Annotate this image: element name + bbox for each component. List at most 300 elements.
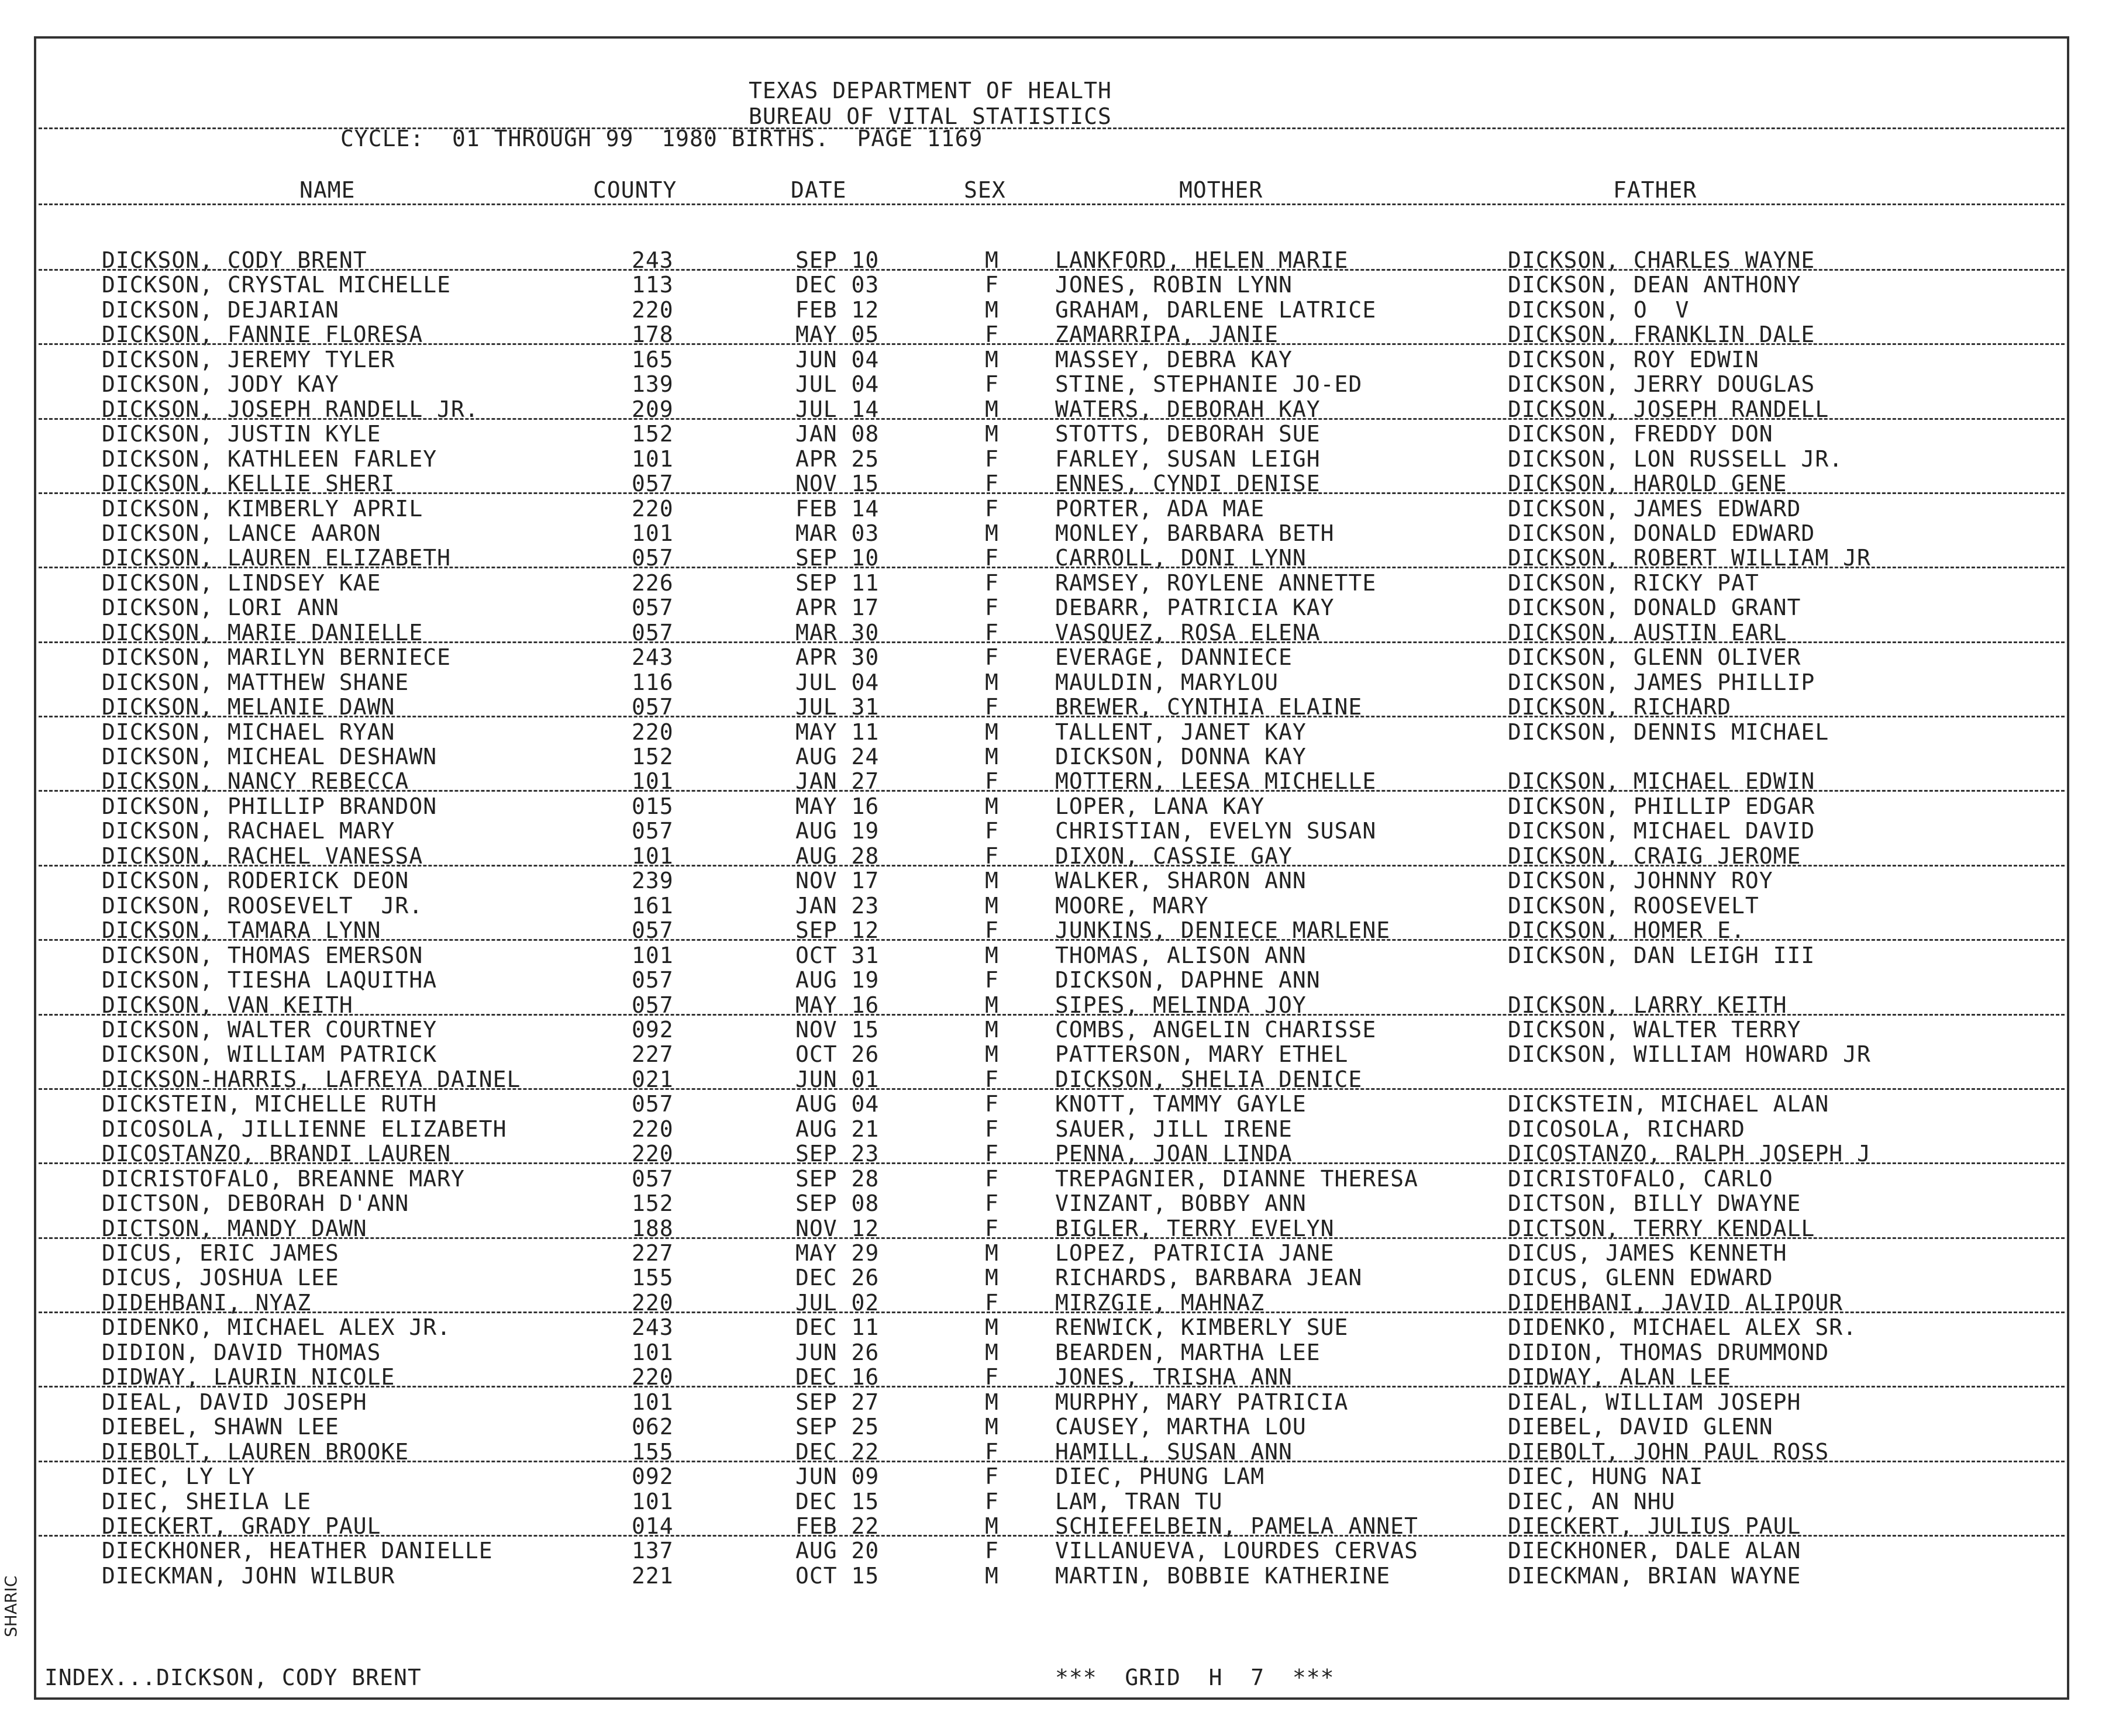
record-mother: JONES, ROBIN LYNN <box>1055 272 1293 298</box>
record-sex: F <box>985 967 999 993</box>
record-name: DIEC, LY LY <box>102 1464 256 1490</box>
record-name: DICKSON, MICHEAL DESHAWN <box>102 744 437 769</box>
col-header-sex: SEX <box>964 177 1006 203</box>
record-name: DIDION, DAVID THOMAS <box>102 1339 381 1365</box>
record-mother: CARROLL, DONI LYNN <box>1055 545 1307 571</box>
record-row <box>36 1166 2067 1191</box>
record-county: 101 <box>632 942 674 968</box>
record-name: DIEC, SHEILA LE <box>102 1488 312 1514</box>
record-name: DICKSON, WILLIAM PATRICK <box>102 1041 437 1068</box>
record-name: DICKSON, RACHAEL MARY <box>102 818 395 844</box>
record-mother: WALKER, SHARON ANN <box>1055 868 1307 894</box>
record-mother: BREWER, CYNTHIA ELAINE <box>1055 694 1363 720</box>
record-sex: F <box>985 1165 999 1192</box>
document-frame <box>34 36 2069 1700</box>
record-sex: F <box>985 1538 999 1564</box>
record-mother: ENNES, CYNDI DENISE <box>1055 471 1321 497</box>
record-mother: TREPAGNIER, DIANNE THERESA <box>1055 1165 1418 1192</box>
record-name: DICTSON, DEBORAH D'ANN <box>102 1190 409 1217</box>
record-county: 101 <box>632 768 674 795</box>
record-date: APR 25 <box>795 446 880 472</box>
column-divider <box>39 203 2065 205</box>
record-mother: DIEC, PHUNG LAM <box>1055 1464 1265 1490</box>
record-name: DICKSON, PHILLIP BRANDON <box>102 793 437 819</box>
record-sex: F <box>985 1141 999 1167</box>
record-father: DICKSON, DEAN ANTHONY <box>1508 272 1801 298</box>
record-father: DICKSON, LARRY KEITH <box>1508 992 1787 1018</box>
record-name: DICKSON, JEREMY TYLER <box>102 346 395 372</box>
record-county: 139 <box>632 371 674 398</box>
record-row <box>36 794 2067 819</box>
record-name: DICKSTEIN, MICHELLE RUTH <box>102 1091 437 1117</box>
record-row <box>36 1564 2067 1588</box>
record-father: DICUS, GLENN EDWARD <box>1508 1265 1773 1291</box>
record-father: DICKSON, O V <box>1508 296 1690 323</box>
record-county: 152 <box>632 1190 674 1217</box>
record-sex: F <box>985 768 999 795</box>
record-sex: F <box>985 1091 999 1117</box>
record-father: DICKSON, JOSEPH RANDELL <box>1508 396 1829 422</box>
record-county: 057 <box>632 1165 674 1192</box>
record-row <box>36 298 2067 322</box>
record-sex: F <box>985 595 999 621</box>
record-mother: MAULDIN, MARYLOU <box>1055 669 1279 695</box>
record-date: SEP 12 <box>795 917 880 944</box>
record-sex: F <box>985 694 999 720</box>
record-sex: M <box>985 1562 999 1589</box>
record-county: 101 <box>632 1389 674 1415</box>
record-county: 057 <box>632 967 674 993</box>
record-row <box>36 595 2067 620</box>
record-sex: F <box>985 322 999 348</box>
record-date: AUG 21 <box>795 1116 880 1142</box>
record-date: JUN 04 <box>795 346 880 372</box>
row-divider <box>39 1237 2065 1239</box>
record-county: 021 <box>632 1066 674 1092</box>
record-father: DICUS, JAMES KENNETH <box>1508 1240 1787 1266</box>
record-date: AUG 20 <box>795 1538 880 1564</box>
row-divider <box>39 1461 2065 1462</box>
row-divider <box>39 1014 2065 1016</box>
record-father: DICKSON, AUSTIN EARL <box>1508 619 1787 646</box>
record-name: DICOSOLA, JILLIENNE ELIZABETH <box>102 1116 507 1142</box>
record-father: DICKSON, JAMES EDWARD <box>1508 495 1801 522</box>
record-date: MAY 11 <box>795 719 880 745</box>
side-label: SHARIC <box>1 1575 20 1637</box>
record-row <box>36 1241 2067 1265</box>
row-divider <box>39 1386 2065 1388</box>
record-row <box>36 645 2067 669</box>
record-sex: M <box>985 892 999 919</box>
record-date: OCT 15 <box>795 1562 880 1589</box>
row-divider <box>39 716 2065 717</box>
record-sex: F <box>985 471 999 497</box>
record-row <box>36 1315 2067 1340</box>
record-name: DIECKERT, GRADY PAUL <box>102 1513 381 1539</box>
record-father: DICKSON, CHARLES WAYNE <box>1508 247 1815 273</box>
record-date: SEP 08 <box>795 1190 880 1217</box>
record-father: DICKSON, ROOSEVELT <box>1508 892 1759 919</box>
record-name: DICKSON, TAMARA LYNN <box>102 917 381 944</box>
record-father: DIEAL, WILLIAM JOSEPH <box>1508 1389 1801 1415</box>
row-divider <box>39 641 2065 643</box>
record-county: 057 <box>632 694 674 720</box>
record-father: DICKSON, CRAIG JEROME <box>1508 843 1801 869</box>
record-sex: F <box>985 371 999 398</box>
record-sex: M <box>985 793 999 819</box>
record-row <box>36 1042 2067 1067</box>
record-mother: CAUSEY, MARTHA LOU <box>1055 1414 1307 1440</box>
record-name: DICKSON, KATHLEEN FARLEY <box>102 446 437 472</box>
record-mother: PORTER, ADA MAE <box>1055 495 1265 522</box>
col-header-name: NAME <box>299 177 356 203</box>
record-mother: RICHARDS, BARBARA JEAN <box>1055 1265 1363 1291</box>
record-sex: M <box>985 396 999 422</box>
record-mother: MARTIN, BOBBIE KATHERINE <box>1055 1562 1391 1589</box>
record-date: NOV 15 <box>795 1016 880 1043</box>
grid-label: *** GRID H 7 *** <box>1055 1665 1335 1690</box>
record-county: 161 <box>632 892 674 919</box>
record-father: DICKSON, JOHNNY ROY <box>1508 868 1773 894</box>
record-name: DICKSON, MICHAEL RYAN <box>102 719 395 745</box>
record-row <box>36 1265 2067 1290</box>
record-date: JAN 23 <box>795 892 880 919</box>
record-name: DICKSON, MATTHEW SHANE <box>102 669 409 695</box>
row-divider <box>39 418 2065 420</box>
col-header-mother: MOTHER <box>1179 177 1263 203</box>
record-date: SEP 10 <box>795 247 880 273</box>
record-county: 057 <box>632 619 674 646</box>
record-county: 101 <box>632 843 674 869</box>
record-father: DICKSTEIN, MICHAEL ALAN <box>1508 1091 1829 1117</box>
record-sex: M <box>985 942 999 968</box>
record-county: 101 <box>632 1339 674 1365</box>
record-row <box>36 968 2067 992</box>
record-father: DICKSON, JAMES PHILLIP <box>1508 669 1815 695</box>
record-date: DEC 26 <box>795 1265 880 1291</box>
record-name: DICTSON, MANDY DAWN <box>102 1215 367 1241</box>
record-date: OCT 31 <box>795 942 880 968</box>
record-mother: RENWICK, KIMBERLY SUE <box>1055 1314 1349 1341</box>
record-mother: THOMAS, ALISON ANN <box>1055 942 1307 968</box>
record-date: AUG 24 <box>795 744 880 769</box>
record-name: DICKSON, NANCY REBECCA <box>102 768 409 795</box>
record-father: DICKSON, RICHARD <box>1508 694 1732 720</box>
record-mother: DICKSON, SHELIA DENICE <box>1055 1066 1363 1092</box>
record-sex: F <box>985 619 999 646</box>
record-father: DICKSON, HOMER E. <box>1508 917 1745 944</box>
record-row <box>36 521 2067 546</box>
record-sex: M <box>985 744 999 769</box>
record-county: 155 <box>632 1265 674 1291</box>
record-sex: M <box>985 669 999 695</box>
record-date: SEP 11 <box>795 570 880 596</box>
record-name: DICKSON-HARRIS, LAFREYA DAINEL <box>102 1066 521 1092</box>
record-county: 220 <box>632 1116 674 1142</box>
record-date: SEP 25 <box>795 1414 880 1440</box>
record-sex: M <box>985 1513 999 1539</box>
record-date: JUL 02 <box>795 1289 880 1316</box>
record-mother: MASSEY, DEBRA KAY <box>1055 346 1293 372</box>
record-father: DICKSON, WILLIAM HOWARD JR <box>1508 1041 1871 1068</box>
record-mother: DEBARR, PATRICIA KAY <box>1055 595 1335 621</box>
record-mother: RAMSEY, ROYLENE ANNETTE <box>1055 570 1377 596</box>
record-father: DICKSON, JERRY DOUGLAS <box>1508 371 1815 398</box>
record-mother: DIXON, CASSIE GAY <box>1055 843 1293 869</box>
record-row <box>36 372 2067 396</box>
record-name: DICKSON, DEJARIAN <box>102 296 339 323</box>
record-county: 165 <box>632 346 674 372</box>
record-mother: TALLENT, JANET KAY <box>1055 719 1307 745</box>
record-date: DEC 03 <box>795 272 880 298</box>
record-mother: MOORE, MARY <box>1055 892 1209 919</box>
record-sex: M <box>985 296 999 323</box>
record-name: DIDENKO, MICHAEL ALEX JR. <box>102 1314 451 1341</box>
record-sex: F <box>985 570 999 596</box>
record-county: 188 <box>632 1215 674 1241</box>
record-name: DICKSON, TIESHA LAQUITHA <box>102 967 437 993</box>
record-sex: M <box>985 1041 999 1068</box>
record-row <box>36 1390 2067 1414</box>
record-mother: MIRZGIE, MAHNAZ <box>1055 1289 1265 1316</box>
record-father: DICRISTOFALO, CARLO <box>1508 1165 1773 1192</box>
record-sex: M <box>985 1240 999 1266</box>
record-date: JUL 04 <box>795 371 880 398</box>
record-father: DIECKERT, JULIUS PAUL <box>1508 1513 1801 1539</box>
record-row <box>36 1489 2067 1514</box>
record-date: DEC 11 <box>795 1314 880 1341</box>
record-father: DIEBOLT, JOHN PAUL ROSS <box>1508 1438 1829 1465</box>
record-mother: VINZANT, BOBBY ANN <box>1055 1190 1307 1217</box>
record-sex: F <box>985 644 999 671</box>
row-divider <box>39 492 2065 494</box>
record-date: JAN 27 <box>795 768 880 795</box>
record-sex: M <box>985 421 999 447</box>
record-county: 101 <box>632 446 674 472</box>
record-name: DICKSON, WALTER COURTNEY <box>102 1016 437 1043</box>
record-name: DICKSON, JUSTIN KYLE <box>102 421 381 447</box>
record-mother: HAMILL, SUSAN ANN <box>1055 1438 1293 1465</box>
record-mother: STOTTS, DEBORAH SUE <box>1055 421 1321 447</box>
record-date: APR 30 <box>795 644 880 671</box>
record-date: DEC 15 <box>795 1488 880 1514</box>
record-row <box>36 496 2067 521</box>
record-sex: F <box>985 1066 999 1092</box>
record-mother: BEARDEN, MARTHA LEE <box>1055 1339 1321 1365</box>
record-row <box>36 670 2067 695</box>
record-row <box>36 422 2067 446</box>
record-county: 057 <box>632 471 674 497</box>
record-date: JUL 31 <box>795 694 880 720</box>
record-date: SEP 23 <box>795 1141 880 1167</box>
record-county: 155 <box>632 1438 674 1465</box>
record-mother: ZAMARRIPA, JANIE <box>1055 322 1279 348</box>
record-sex: M <box>985 992 999 1018</box>
record-date: FEB 14 <box>795 495 880 522</box>
record-county: 220 <box>632 1289 674 1316</box>
record-date: SEP 27 <box>795 1389 880 1415</box>
record-county: 239 <box>632 868 674 894</box>
record-date: NOV 12 <box>795 1215 880 1241</box>
record-name: DICKSON, FANNIE FLORESA <box>102 322 423 348</box>
record-sex: M <box>985 1265 999 1291</box>
record-mother: DICKSON, DAPHNE ANN <box>1055 967 1321 993</box>
record-name: DICKSON, LAUREN ELIZABETH <box>102 545 451 571</box>
record-name: DICKSON, LANCE AARON <box>102 520 381 546</box>
record-name: DICKSON, MELANIE DAWN <box>102 694 395 720</box>
record-date: MAR 03 <box>795 520 880 546</box>
record-name: DICUS, JOSHUA LEE <box>102 1265 339 1291</box>
record-sex: F <box>985 495 999 522</box>
record-county: 152 <box>632 421 674 447</box>
record-row <box>36 347 2067 372</box>
record-father: DICKSON, DENNIS MICHAEL <box>1508 719 1829 745</box>
record-date: JUL 14 <box>795 396 880 422</box>
record-county: 057 <box>632 917 674 944</box>
record-mother: LOPER, LANA KAY <box>1055 793 1265 819</box>
record-row <box>36 893 2067 918</box>
record-row <box>36 571 2067 595</box>
record-father: DICKSON, DAN LEIGH III <box>1508 942 1815 968</box>
record-father: DICKSON, LON RUSSELL JR. <box>1508 446 1844 472</box>
record-date: OCT 26 <box>795 1041 880 1068</box>
record-father: DIDION, THOMAS DRUMMOND <box>1508 1339 1829 1365</box>
row-divider <box>39 343 2065 345</box>
record-mother: STINE, STEPHANIE JO-ED <box>1055 371 1363 398</box>
record-county: 178 <box>632 322 674 348</box>
record-county: 057 <box>632 818 674 844</box>
row-divider <box>39 1088 2065 1090</box>
record-county: 220 <box>632 719 674 745</box>
cycle-line: CYCLE: 01 THROUGH 99 1980 BIRTHS. PAGE 1169 <box>340 126 983 151</box>
record-name: DICKSON, KELLIE SHERI <box>102 471 395 497</box>
record-county: 057 <box>632 992 674 1018</box>
record-row <box>36 744 2067 769</box>
record-row <box>36 447 2067 471</box>
record-row <box>36 868 2067 893</box>
record-row <box>36 720 2067 744</box>
record-name: DICKSON, RACHEL VANESSA <box>102 843 423 869</box>
record-sex: M <box>985 520 999 546</box>
record-date: DEC 16 <box>795 1364 880 1390</box>
record-sex: F <box>985 1488 999 1514</box>
record-county: 152 <box>632 744 674 769</box>
record-date: AUG 28 <box>795 843 880 869</box>
record-date: MAR 30 <box>795 619 880 646</box>
record-name: DICKSON, LINDSEY KAE <box>102 570 381 596</box>
record-date: SEP 10 <box>795 545 880 571</box>
record-name: DICOSTANZO, BRANDI LAUREN <box>102 1141 451 1167</box>
record-sex: F <box>985 446 999 472</box>
record-county: 220 <box>632 495 674 522</box>
record-county: 057 <box>632 1091 674 1117</box>
record-sex: F <box>985 1215 999 1241</box>
record-county: 227 <box>632 1041 674 1068</box>
record-name: DICKSON, THOMAS EMERSON <box>102 942 423 968</box>
record-date: AUG 19 <box>795 967 880 993</box>
index-label: INDEX...DICKSON, CODY BRENT <box>44 1665 422 1690</box>
record-mother: MURPHY, MARY PATRICIA <box>1055 1389 1349 1415</box>
record-county: 220 <box>632 296 674 323</box>
record-row <box>36 819 2067 843</box>
record-county: 243 <box>632 247 674 273</box>
record-mother: JUNKINS, DENIECE MARLENE <box>1055 917 1391 944</box>
record-father: DIDENKO, MICHAEL ALEX SR. <box>1508 1314 1857 1341</box>
record-county: 243 <box>632 644 674 671</box>
record-county: 220 <box>632 1141 674 1167</box>
record-sex: F <box>985 1116 999 1142</box>
record-mother: LAM, TRAN TU <box>1055 1488 1223 1514</box>
record-county: 101 <box>632 520 674 546</box>
record-father: DIECKHONER, DALE ALAN <box>1508 1538 1801 1564</box>
record-date: AUG 04 <box>795 1091 880 1117</box>
record-county: 227 <box>632 1240 674 1266</box>
row-divider <box>39 939 2065 941</box>
record-row <box>36 1092 2067 1116</box>
record-father: DICKSON, MICHAEL DAVID <box>1508 818 1815 844</box>
record-mother: MONLEY, BARBARA BETH <box>1055 520 1335 546</box>
record-father: DIEC, HUNG NAI <box>1508 1464 1704 1490</box>
record-name: DICKSON, RODERICK DEON <box>102 868 409 894</box>
record-sex: F <box>985 1364 999 1390</box>
row-divider <box>39 567 2065 568</box>
record-county: 014 <box>632 1513 674 1539</box>
record-row <box>36 272 2067 297</box>
record-county: 243 <box>632 1314 674 1341</box>
record-date: NOV 15 <box>795 471 880 497</box>
record-date: NOV 17 <box>795 868 880 894</box>
record-date: FEB 22 <box>795 1513 880 1539</box>
record-father: DICKSON, MICHAEL EDWIN <box>1508 768 1815 795</box>
record-sex: M <box>985 1339 999 1365</box>
record-name: DICKSON, KIMBERLY APRIL <box>102 495 423 522</box>
record-county: 137 <box>632 1538 674 1564</box>
record-name: DIDWAY, LAURIN NICOLE <box>102 1364 395 1390</box>
record-name: DIEAL, DAVID JOSEPH <box>102 1389 367 1415</box>
record-county: 092 <box>632 1464 674 1490</box>
record-mother: CHRISTIAN, EVELYN SUSAN <box>1055 818 1377 844</box>
record-father: DIDEHBANI, JAVID ALIPOUR <box>1508 1289 1844 1316</box>
record-county: 015 <box>632 793 674 819</box>
record-father: DICKSON, ROY EDWIN <box>1508 346 1759 372</box>
record-father: DICKSON, FREDDY DON <box>1508 421 1773 447</box>
row-divider <box>39 1535 2065 1537</box>
record-name: DICKSON, LORI ANN <box>102 595 339 621</box>
record-name: DICRISTOFALO, BREANNE MARY <box>102 1165 465 1192</box>
record-county: 062 <box>632 1414 674 1440</box>
record-mother: GRAHAM, DARLENE LATRICE <box>1055 296 1377 323</box>
record-mother: MOTTERN, LEESA MICHELLE <box>1055 768 1377 795</box>
record-sex: F <box>985 1464 999 1490</box>
record-sex: F <box>985 917 999 944</box>
col-header-county: COUNTY <box>593 177 677 203</box>
record-name: DICKSON, CODY BRENT <box>102 247 367 273</box>
record-date: AUG 19 <box>795 818 880 844</box>
row-divider <box>39 790 2065 792</box>
record-name: DIECKHONER, HEATHER DANIELLE <box>102 1538 493 1564</box>
record-date: APR 17 <box>795 595 880 621</box>
record-county: 221 <box>632 1562 674 1589</box>
record-name: DICKSON, MARILYN BERNIECE <box>102 644 451 671</box>
record-name: DICUS, ERIC JAMES <box>102 1240 339 1266</box>
record-county: 220 <box>632 1364 674 1390</box>
record-row <box>36 1340 2067 1365</box>
record-mother: PATTERSON, MARY ETHEL <box>1055 1041 1349 1068</box>
record-sex: F <box>985 1289 999 1316</box>
org-title: TEXAS DEPARTMENT OF HEALTH <box>749 78 1112 103</box>
record-county: 209 <box>632 396 674 422</box>
record-row <box>36 1538 2067 1563</box>
